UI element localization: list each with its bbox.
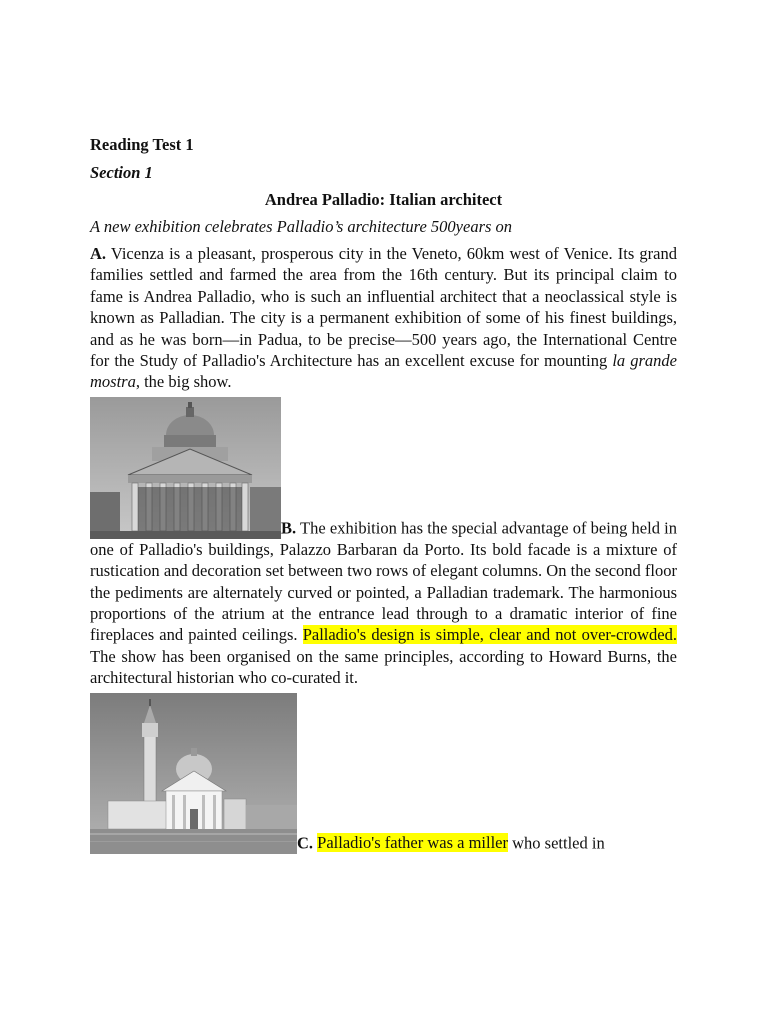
paragraph-b-highlight: Palladio's design is simple, clear and not over-crowded. — [302, 625, 677, 645]
paragraph-b-text-1: The exhibition has the special advantage of being held in one of Palladio's buildings, Palazzo Barbaran da Porto. Its bold facade is a mixture of rustication and decoration set between two rows of elegant columns. On the second floor the pediments are alternately curved or pointed, a Palladian trademark. The harmonious proportions of the atrium at the entrance lead through to a dramatic interior of fine fireplaces and painted ceilings. — [90, 518, 677, 645]
test-heading: Reading Test 1 — [90, 135, 194, 154]
paragraph-a-italic: la grande mostra — [90, 351, 677, 392]
paragraph-a-text-2: , the big show. — [135, 372, 232, 392]
paragraph-a — [90, 243, 677, 393]
article-subtitle: A new exhibition celebrates Palladio’s architecture 500years on — [90, 217, 513, 236]
document-page — [90, 134, 677, 854]
paragraph-c — [90, 693, 677, 854]
paragraph-b-text-2: The show has been organised on the same principles, according to Howard Burns, the architectural historian who co-curated it. — [90, 646, 677, 688]
church-bell-tower-image-icon — [90, 693, 297, 854]
paragraph-c-label: C. — [297, 833, 314, 853]
paragraph-c-text-1: who settled in — [508, 833, 605, 853]
paragraph-a-text-1: Vicenza is a pleasant, prosperous city in the Veneto, 60km west of Venice. Its grand families settled and farmed the area from the 16th century. But its principal claim to fame is Andrea Palladio, who is such an influential architect that a neoclassical style is known as Palladian. The city is a permanent exhibition of some of his finest buildings, and as he was born—in Padua, to be precise—500 years ago, the International Centre for the Study of Palladio's Architecture has an excellent excuse for mounting — [90, 244, 677, 371]
paragraph-c-highlight: Palladio's father was a miller — [317, 833, 509, 853]
paragraph-b-label: B. — [281, 518, 297, 538]
pantheon-image-icon — [90, 397, 281, 539]
church-photo — [90, 693, 297, 854]
article-title: Andrea Palladio: Italian architect — [264, 190, 503, 209]
paragraph-a-label: A. — [90, 244, 107, 263]
paragraph-b — [90, 397, 677, 689]
section-heading: Section 1 — [90, 163, 153, 182]
pantheon-photo — [90, 397, 281, 539]
